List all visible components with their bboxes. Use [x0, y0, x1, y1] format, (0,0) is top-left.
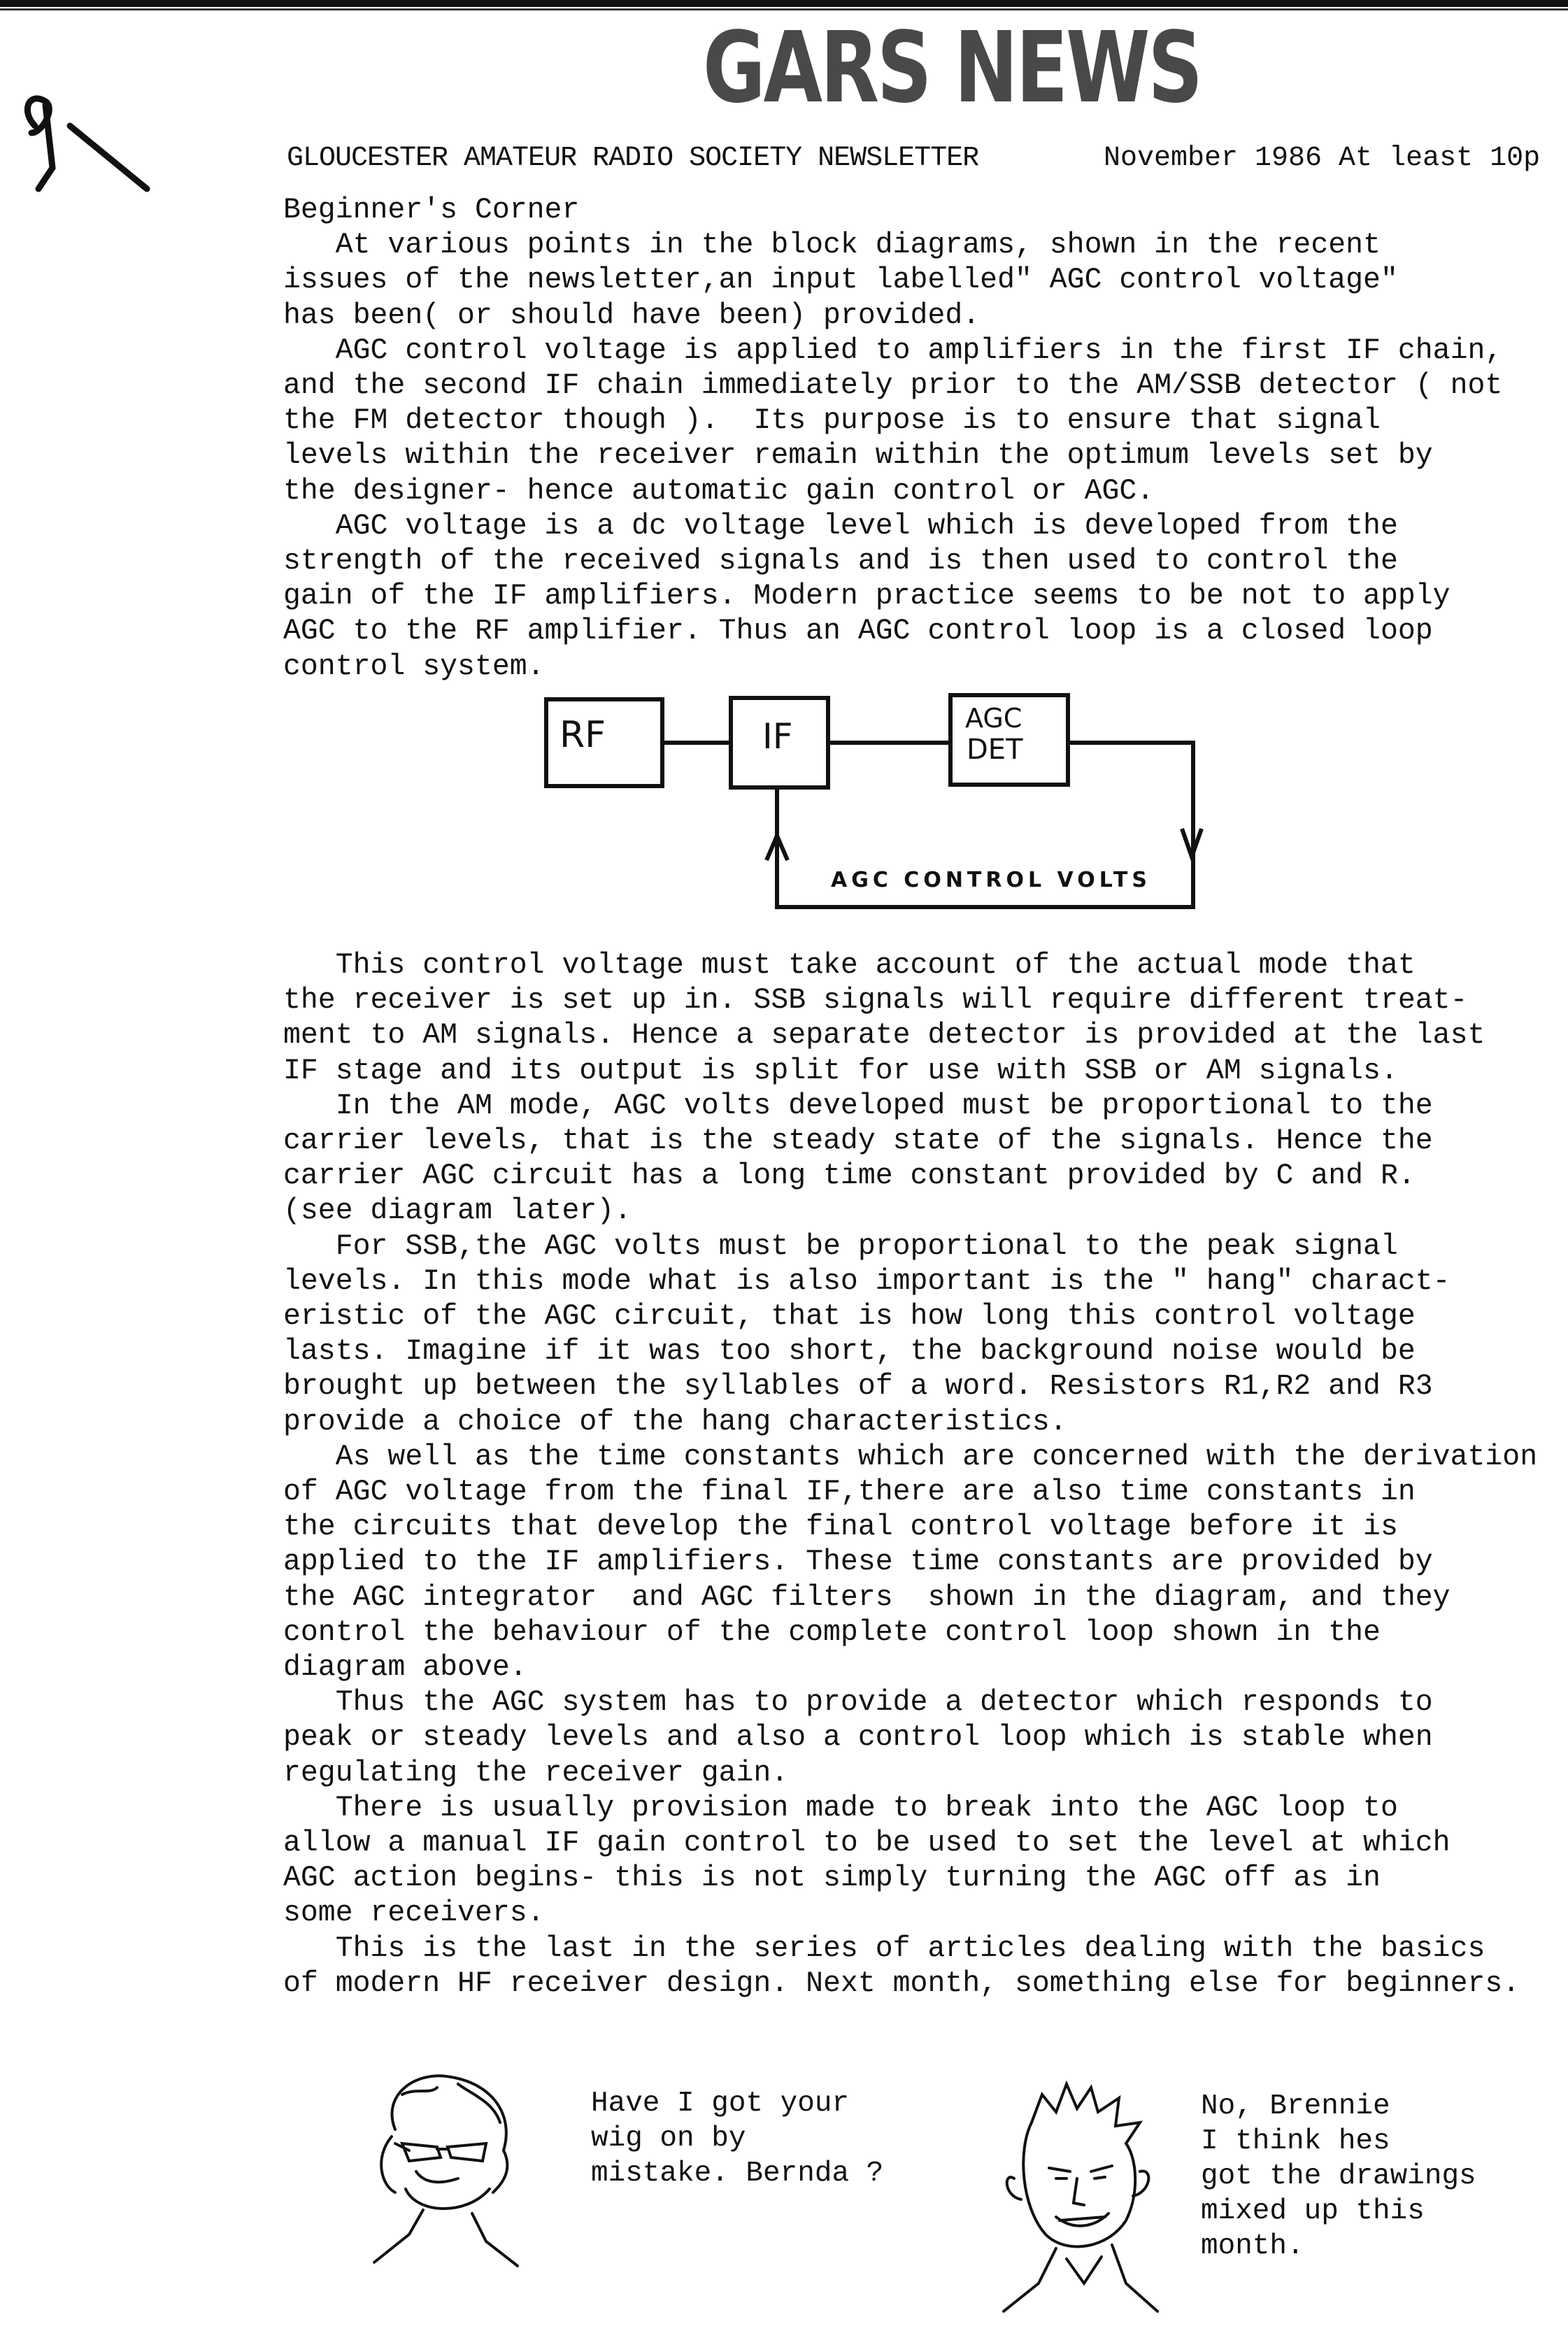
text-line: the receiver is set up in. SSB signals will require different treat- [283, 984, 1468, 1018]
if-label: IF [762, 716, 793, 757]
text-line: strength of the received signals and is then used to control the [283, 545, 1398, 578]
text-line: diagram above. [283, 1651, 527, 1685]
speech-left: Have I got your wig on by mistake. Bernda ? [591, 2088, 884, 2190]
text-line: Thus the AGC system has to provide a detector which responds to [283, 1686, 1433, 1720]
text-line: control system. [283, 650, 545, 683]
text-line: of modern HF receiver design. Next month, something else for beginners. [283, 1967, 1520, 2000]
text-line: provide a choice of the hang characteristics. [283, 1405, 1067, 1439]
text-line: At various points in the block diagrams, shown in the recent [283, 229, 1381, 262]
text-line: regulating the receiver gain. [283, 1756, 789, 1790]
text-line: of AGC voltage from the final IF,there are also time constants in [283, 1476, 1416, 1509]
text-line: This control voltage must take account of the actual mode that [283, 949, 1416, 982]
text-line: gain of the IF amplifiers. Modern practice seems to be not to apply [283, 580, 1451, 613]
text-line: has been( or should have been) provided. [283, 299, 981, 332]
text-line: and the second IF chain immediately prior to the AM/SSB detector ( not [283, 369, 1503, 403]
text-line: peak or steady levels and also a control loop which is stable when [283, 1721, 1433, 1755]
article-text-bottom [283, 948, 1537, 2002]
text-line: This is the last in the series of articles dealing with the basics [283, 1932, 1485, 1965]
text-line: eristic of the AGC circuit, that is how long this control voltage [283, 1300, 1416, 1334]
text-line: AGC voltage is a dc voltage level which is developed from the [283, 509, 1398, 543]
text-line: (see diagram later). [283, 1194, 632, 1228]
text-line: ment to AM signals. Hence a separate detector is provided at the last [283, 1019, 1485, 1053]
text-line: the AGC integrator and AGC filters shown in the diagram, and they [283, 1581, 1451, 1614]
text-line: the FM detector though ). Its purpose is to ensure that signal [283, 404, 1381, 438]
text-line: some receivers. [283, 1897, 545, 1930]
text-line: For SSB,the AGC volts must be proportional to the peak signal [283, 1229, 1398, 1263]
text-line: the circuits that develop the final control voltage before it is [283, 1511, 1398, 1544]
text-line: control the behaviour of the complete control loop shown in the [283, 1615, 1381, 1649]
agc-block-diagram [0, 0, 1568, 951]
text-line: issues of the newsletter,an input labelled" AGC control voltage" [283, 264, 1398, 297]
newsletter-logo: GARS NEWS [703, 11, 1201, 125]
text-line: AGC control voltage is applied to amplifiers in the first IF chain, [283, 334, 1503, 367]
loop-label: AGC CONTROL VOLTS [831, 868, 1151, 892]
text-line: carrier levels, that is the steady state of the signals. Hence the [283, 1125, 1433, 1158]
rf-label: RF [560, 714, 606, 756]
society-title: GLOUCESTER AMATEUR RADIO SOCIETY NEWSLETTER [287, 143, 979, 174]
text-line: In the AM mode, AGC volts developed must be proportional to the [283, 1089, 1433, 1122]
text-line: allow a manual IF gain control to be used to set the level at which [283, 1827, 1451, 1860]
section-heading: Beginner's Corner [283, 194, 580, 227]
text-line: brought up between the syllables of a word. Resistors R1,R2 and R3 [283, 1370, 1433, 1404]
text-line: As well as the time constants which are concerned with the derivation [283, 1440, 1538, 1474]
speech-right: No, Brennie I think hes got the drawings mixed up this month. [1201, 2090, 1476, 2262]
text-line: carrier AGC circuit has a long time constant provided by C and R. [283, 1160, 1416, 1193]
text-line: IF stage and its output is split for use with SSB or AM signals. [283, 1054, 1398, 1087]
agc-det-label-1: AGC [965, 703, 1022, 734]
cartoon-brennie-icon [990, 2074, 1164, 2325]
issue-date-price: November 1986 At least 10p [1104, 143, 1541, 174]
text-line: AGC to the RF amplifier. Thus an AGC control loop is a closed loop [283, 615, 1433, 648]
text-line: lasts. Imagine if it was too short, the background noise would be [283, 1335, 1416, 1369]
text-line: the designer- hence automatic gain control or AGC. [283, 474, 1155, 508]
cartoon-bernda-icon [353, 2067, 542, 2269]
text-line: AGC action begins- this is not simply turning the AGC off as in [283, 1862, 1381, 1895]
text-line: applied to the IF amplifiers. These time constants are provided by [283, 1546, 1433, 1579]
text-line: There is usually provision made to break into the AGC loop to [283, 1791, 1398, 1825]
agc-det-label-2: DET [967, 734, 1023, 766]
text-line: levels within the receiver remain within the optimum levels set by [283, 439, 1433, 473]
text-line: levels. In this mode what is also important is the " hang" charact- [283, 1264, 1451, 1298]
